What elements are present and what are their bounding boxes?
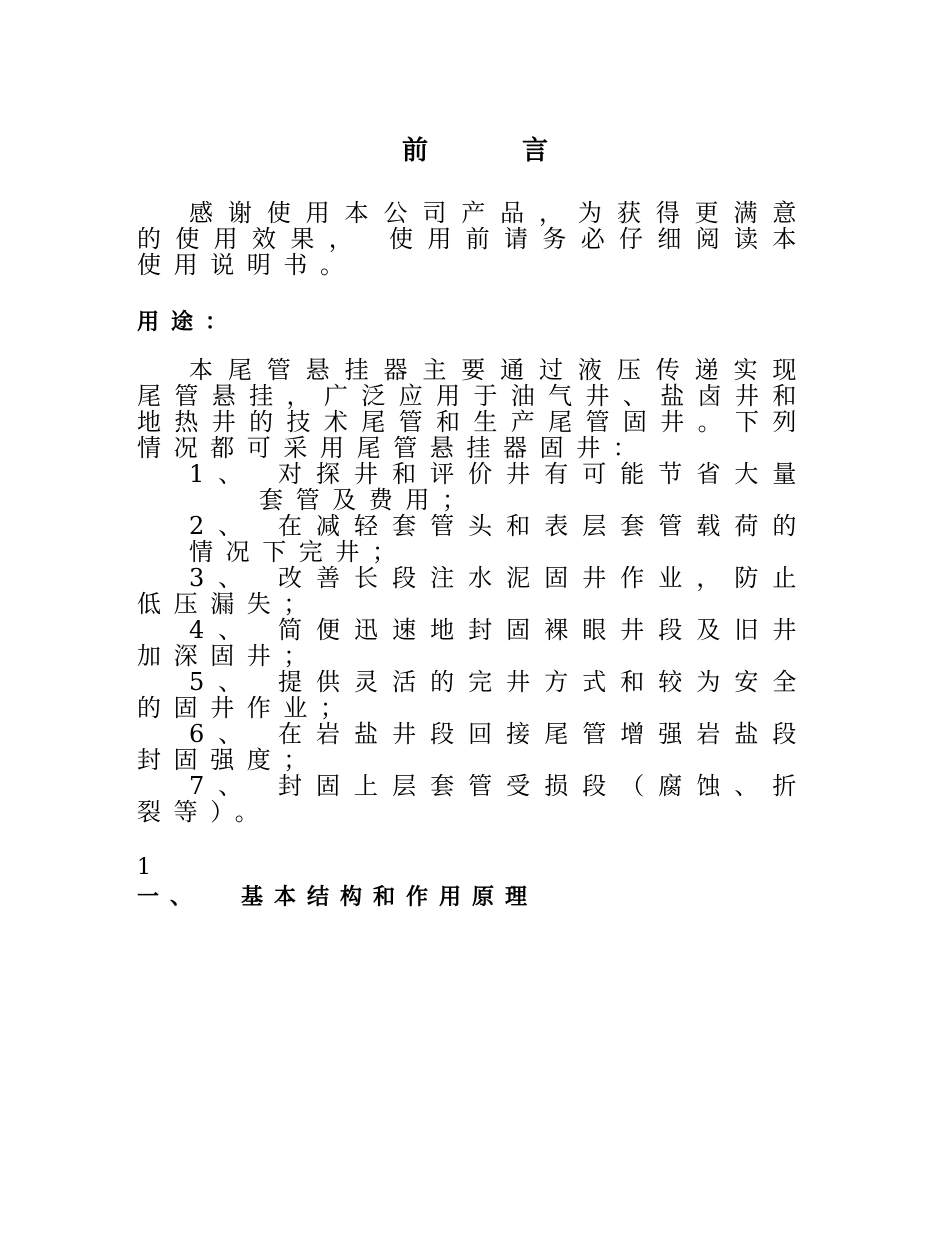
list-item: 3、 改善长段注水泥固井作业，防止低压漏失； [137,564,809,618]
list-item: 4、 简便迅速地封固裸眼井段及旧井加深固井； [137,616,809,670]
list-item: 1、 对探井和评价井有可能节省大量套管及费用； [189,460,809,514]
purpose-paragraph: 本尾管悬挂器主要通过液压传递实现尾管悬挂，广泛应用于油气井、盐卤井和地热井的技术尾管和生产尾管固井。下列情况都可采用尾管悬挂器固井： [137,356,809,462]
list-item: 5、 提供灵活的完井方式和较为安全的固井作业； [137,668,809,722]
page-number: 1 [137,855,151,880]
section-number: 一、 [137,885,204,910]
list-item: 2、 在减轻套管头和表层套管载荷的情况下完井； [189,512,809,566]
purpose-heading: 用途： [137,310,240,335]
usage-list [137,461,809,825]
list-item: 6、 在岩盐井段回接尾管增强岩盐段封固强度； [137,720,809,774]
intro-paragraph: 感谢使用本公司产品，为获得更满意的使用效果， 使用前请务必仔细阅读本使用说明书。 [137,199,809,279]
title-char-2: 言 [522,136,549,166]
page-title [0,130,950,167]
list-item: 7、 封固上层套管受损段（腐蚀、折裂等）。 [137,772,809,826]
title-char-1: 前 [401,136,428,166]
section-heading [137,880,538,911]
section-title: 基本结构和作用原理 [241,885,539,910]
